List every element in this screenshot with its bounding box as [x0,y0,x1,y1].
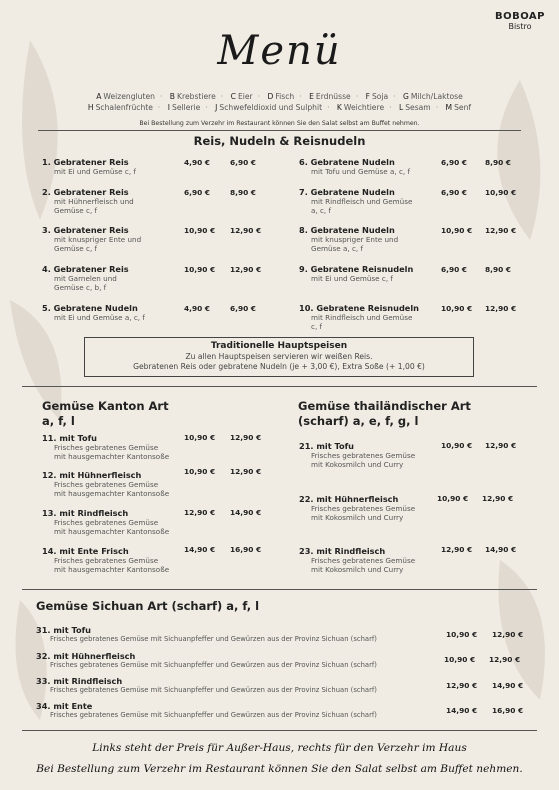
menu-item-8: 8. Gebratene Nudeln mit knuspriger Ente und Gemüse a, c, f 10,90 € 12,90 € [299,225,517,253]
brand-sub: Bistro [508,22,532,31]
menu-item-12: 12. mit Hühnerfleisch Frisches gebratenes Gemüse mit hausgemachter Kantonsoße 10,90 € 12,90 € [42,467,262,498]
menu-item-10: 10. Gebratene Reisnudeln mit Rindfleisch und Gemüse c, f 10,90 € 12,90 € [299,303,517,331]
allergen-a: A Weizengluten [96,92,155,101]
footer-salad-note: Bei Bestellung zum Verzehr im Restaurant können Sie den Salat selbst am Buffet nehmen. [36,763,523,775]
menu-item-13: 13. mit Rindfleisch Frisches gebratenes Gemüse mit hausgemachter Kantonsoße 12,90 € 14,90 € [42,508,262,536]
allergen-k: K Weichtiere [336,103,385,112]
box-line-1: Zu allen Hauptspeisen servieren wir weißen Reis. [185,352,373,361]
menu-item-22: 22. mit Hühnerfleisch Frisches gebratenes Gemüse mit Kokosmilch und Curry 10,90 € 12,90 € [299,494,514,522]
divider [22,386,537,387]
salad-note: Bei Bestellung zum Verzehr im Restaurant können Sie den Salat selbst am Buffet nehmen. [139,120,420,127]
section-title-reis: Reis, Nudeln & Reisnudeln [193,134,366,148]
menu-item-3: 3. Gebratener Reis mit knuspriger Ente und Gemüse c, f 10,90 € 12,90 € [42,225,262,253]
menu-item-31: 31. mit Tofu Frisches gebratenes Gemüse mit Sichuanpfeffer und Gewürzen aus der Provinz Sichuan (scharf) 10,90 € 12,90 € [36,625,524,643]
divider [22,589,537,590]
main-dishes-info-box [84,337,474,377]
allergen-f: F Soja [365,92,389,101]
menu-item-9: 9. Gebratene Reisnudeln mit Ei und Gemüse c, f 6,90 € 8,90 € [299,264,511,283]
divider [38,130,521,131]
menu-item-14: 14. mit Ente Frisch Frisches gebratenes Gemüse mit hausgemachter Kantonsoße 14,90 € 16,90 € [42,545,262,574]
menu-item-7: 7. Gebratene Nudeln mit Rindfleisch und Gemüse a, c, f 6,90 € 10,90 € [299,187,517,215]
menu-item-1: 1. Gebratener Reis mit Ei und Gemüse c, f 4,90 € 6,90 € [42,157,256,176]
footer-price-note: Links steht der Preis für Außer-Haus, rechts für den Verzehr im Haus [92,742,467,754]
allergen-i: I Sellerie [167,103,201,112]
menu-item-32: 32. mit Hühnerfleisch Frisches gebratenes Gemüse mit Sichuanpfeffer und Gewürzen aus der Provinz Sichuan (scharf) 10,90 € 12,90 € [36,651,521,669]
allergen-b: B Krebstiere [169,92,216,101]
brand-name: BOBOAP [494,11,545,22]
allergen-g: G Milch/Laktose [403,92,463,101]
menu-item-2: 2. Gebratener Reis mit Hühnerfleisch und Gemüse c, f 6,90 € 8,90 € [42,187,256,215]
allergen-e: E Erdnüsse [309,92,351,101]
allergen-row-2: H Schalenfrüchte · I Sellerie · J Schwefeldioxid und Sulphit · K Weichtiere · L Sesam · M Senf [87,103,472,112]
section-title-kanton: Gemüse Kanton Art [42,399,169,413]
menu-item-23: 23. mit Rindfleisch Frisches gebratenes Gemüse mit Kokosmilch und Curry 12,90 € 14,90 € [299,545,517,574]
menu-item-21: 21. mit Tofu Frisches gebratenes Gemüse mit Kokosmilch und Curry 10,90 € 12,90 € [299,441,517,469]
divider [22,730,537,731]
allergen-d: D Fisch [267,92,295,101]
section-allergens-kanton: a, f, l [42,414,75,428]
menu-item-33: 33. mit Rindfleisch Frisches gebratenes Gemüse mit Sichuanpfeffer und Gewürzen aus der Provinz Sichuan (scharf) 12,90 € 14,90 € [36,676,524,694]
allergen-h: H Schalenfrüchte [87,103,153,112]
allergen-j: J Schwefeldioxid und Sulphit [215,103,323,112]
section-allergens-thai: (scharf) a, e, f, g, l [298,414,419,428]
allergen-row-1: A Weizengluten · B Krebstiere · C Eier · D Fisch · E Erdnüsse · F Soja · G Milch/Laktose [96,92,463,101]
menu-item-4: 4. Gebratener Reis mit Garnelen und Gemüse c, b, f 10,90 € 12,90 € [42,264,262,292]
section-title-thai: Gemüse thailändischer Art [298,399,471,413]
allergen-m: M Senf [445,103,472,112]
menu-item-6: 6. Gebratene Nudeln mit Tofu und Gemüse a, c, f 6,90 € 8,90 € [299,157,511,176]
box-title: Traditionelle Hauptspeisen [210,341,348,351]
box-line-2: Gebratenen Reis oder gebratene Nudeln (je + 3,00 €), Extra Soße (+ 1,00 €) [133,362,425,371]
menu-item-34: 34. mit Ente Frisches gebratenes Gemüse mit Sichuanpfeffer und Gewürzen aus der Provinz Sichuan (scharf) 14,90 € 16,90 € [36,701,524,719]
allergen-c: C Eier [230,92,253,101]
allergen-l: L Sesam [398,103,431,112]
menu-item-5: 5. Gebratene Nudeln mit Ei und Gemüse a, c, f 4,90 € 6,90 € [42,303,256,322]
page-title: Menü [217,28,342,74]
menu-item-11: 11. mit Tofu Frisches gebratenes Gemüse mit hausgemachter Kantonsoße 10,90 € 12,90 € [42,433,262,461]
section-title-sichuan: Gemüse Sichuan Art (scharf) a, f, l [36,599,260,613]
